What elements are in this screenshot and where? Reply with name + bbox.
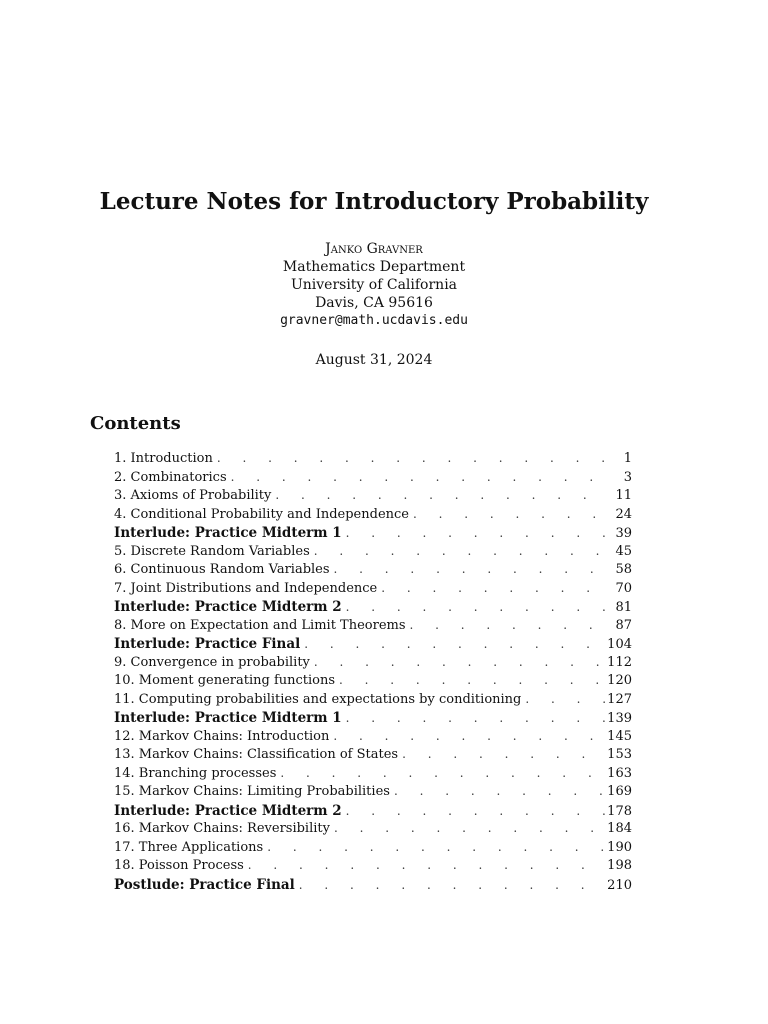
toc-entry[interactable]	[114, 729, 632, 748]
toc-entry-label: 5. Discrete Random Variables	[114, 543, 310, 559]
author-location: Davis, CA 95616	[315, 295, 433, 311]
toc-entry-page: 104	[607, 637, 632, 652]
toc-dot-leader	[248, 858, 606, 872]
toc-dot-leader	[381, 581, 606, 595]
toc-entry[interactable]	[114, 877, 632, 896]
toc-entry-page: 127	[607, 691, 632, 707]
toc-entry[interactable]	[114, 488, 632, 507]
toc-entry-label: 4. Conditional Probability and Independence	[114, 506, 409, 522]
toc-dot-leader	[267, 840, 606, 854]
toc-entry-label: Postlude: Practice Final	[114, 876, 295, 893]
toc-dot-leader	[525, 692, 606, 706]
toc-entry[interactable]	[114, 562, 632, 581]
toc-dot-leader	[413, 507, 606, 521]
toc-entry-label: 2. Combinatorics	[114, 469, 227, 485]
toc-entry-page: 139	[607, 711, 632, 726]
toc-dot-leader	[333, 729, 606, 743]
toc-entry-label: Interlude: Practice Final	[114, 636, 301, 652]
toc-entry[interactable]	[114, 470, 632, 489]
toc-entry[interactable]	[114, 821, 632, 840]
toc-entry-page: 81	[615, 600, 632, 615]
toc-dot-leader	[402, 747, 606, 761]
toc-entry-page: 45	[615, 543, 632, 559]
toc-entry-page: 11	[615, 488, 632, 503]
toc-entry[interactable]	[114, 858, 632, 877]
toc-entry-page: 153	[607, 747, 632, 762]
toc-entry-page: 87	[615, 617, 632, 633]
toc-entry[interactable]	[114, 525, 632, 544]
toc-dot-leader	[346, 526, 606, 540]
toc-entry[interactable]	[114, 840, 632, 859]
toc-entry[interactable]	[114, 599, 632, 618]
toc-entry[interactable]	[114, 655, 632, 674]
toc-dot-leader	[304, 637, 606, 651]
toc-dot-leader	[394, 784, 606, 798]
toc-entry-label: 13. Markov Chains: Classification of States	[114, 747, 399, 762]
toc-entry[interactable]	[114, 673, 632, 692]
toc-entry-page: 169	[607, 784, 632, 799]
author-block	[0, 240, 748, 330]
toc-entry-label: 7. Joint Distributions and Independence	[114, 580, 378, 596]
author-institution: University of California	[290, 277, 458, 293]
toc-entry-page: 198	[607, 858, 632, 873]
toc-entry-page: 145	[607, 728, 632, 744]
toc-dot-leader	[299, 878, 606, 892]
toc-entry-page: 58	[615, 562, 632, 577]
toc-entry-label: 1. Introduction	[114, 451, 213, 466]
toc-dot-leader	[334, 821, 606, 835]
toc-entry-label: Interlude: Practice Midterm 2	[114, 599, 342, 615]
toc-entry[interactable]	[114, 692, 632, 711]
toc-dot-leader	[334, 562, 606, 576]
toc-entry-label: 17. Three Applications	[114, 839, 264, 855]
toc-entry-page: 190	[607, 839, 632, 855]
toc-entry-page: 3	[623, 469, 632, 485]
toc-entry[interactable]	[114, 581, 632, 600]
toc-entry-label: 12. Markov Chains: Introduction	[114, 728, 330, 744]
toc-entry[interactable]	[114, 803, 632, 822]
toc-entry-label: 9. Convergence in probability	[114, 654, 310, 670]
toc-dot-leader	[314, 655, 606, 669]
toc-entry[interactable]	[114, 507, 632, 526]
author-email: gravner@math.ucdavis.edu	[280, 313, 468, 328]
toc-entry[interactable]	[114, 544, 632, 563]
toc-entry[interactable]	[114, 766, 632, 785]
toc-entry-page: 1	[623, 451, 632, 466]
toc-entry-page: 112	[607, 654, 632, 670]
toc-entry[interactable]	[114, 747, 632, 766]
toc-dot-leader	[410, 618, 606, 632]
toc-entry-label: 11. Computing probabilities and expectations by conditioning	[114, 691, 522, 707]
author-name: Janko Gravner	[325, 241, 423, 257]
toc-entry-page: 163	[607, 765, 632, 781]
toc-entry[interactable]	[114, 451, 632, 470]
toc-entry-page: 24	[615, 506, 632, 522]
document-date: August 31, 2024	[315, 352, 433, 368]
toc-dot-leader	[280, 766, 606, 780]
toc-entry-label: 14. Branching processes	[114, 765, 277, 781]
toc-entry-page: 120	[607, 673, 632, 688]
toc-entry-label: 8. More on Expectation and Limit Theorems	[114, 617, 406, 633]
toc-entry-label: 3. Axioms of Probability	[114, 488, 272, 503]
toc-entry-page: 70	[615, 580, 632, 596]
toc-dot-leader	[339, 673, 606, 687]
toc-entry-page: 39	[615, 526, 632, 541]
toc-dot-leader	[231, 470, 606, 484]
toc-entry-label: 10. Moment generating functions	[114, 673, 336, 688]
toc-dot-leader	[275, 488, 606, 502]
toc-dot-leader	[346, 711, 606, 725]
author-department: Mathematics Department	[282, 259, 466, 275]
toc-entry-label: 18. Poisson Process	[114, 858, 244, 873]
toc-entry-label: Interlude: Practice Midterm 1	[114, 710, 342, 726]
toc-entry-page: 210	[607, 877, 632, 893]
toc-entry[interactable]	[114, 710, 632, 729]
toc-entry[interactable]	[114, 784, 632, 803]
toc-dot-leader	[314, 544, 606, 558]
document-title: Lecture Notes for Introductory Probability	[99, 188, 649, 215]
toc-entry[interactable]	[114, 618, 632, 637]
table-of-contents	[114, 451, 632, 895]
toc-entry-label: 15. Markov Chains: Limiting Probabilities	[114, 784, 390, 799]
toc-entry-label: 16. Markov Chains: Reversibility	[114, 821, 330, 836]
toc-entry-label: Interlude: Practice Midterm 2	[114, 802, 342, 819]
toc-entry-page: 178	[607, 803, 632, 819]
toc-dot-leader	[346, 600, 606, 614]
toc-entry-label: 6. Continuous Random Variables	[114, 562, 330, 577]
toc-entry[interactable]	[114, 636, 632, 655]
toc-entry-page: 184	[607, 821, 632, 836]
contents-heading: Contents	[90, 413, 181, 434]
toc-entry-label: Interlude: Practice Midterm 1	[114, 525, 342, 541]
toc-dot-leader	[346, 804, 606, 818]
toc-dot-leader	[217, 451, 606, 465]
